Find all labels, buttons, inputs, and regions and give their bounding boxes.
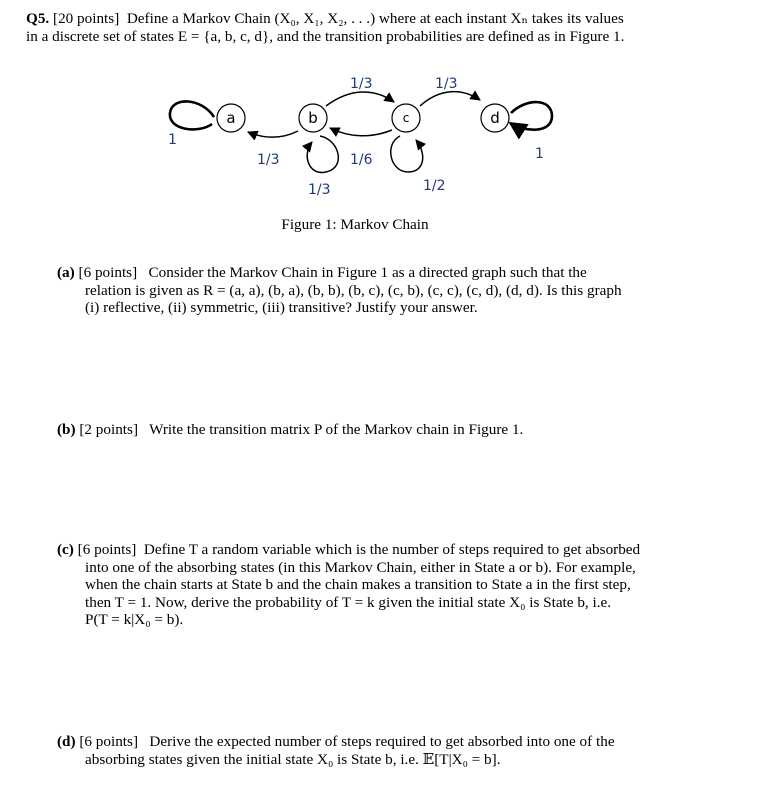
figure-caption: Figure 1: Markov Chain: [281, 216, 429, 233]
node-d: [481, 104, 509, 132]
edge-c-to-d: [420, 92, 480, 106]
node-a-label: a: [226, 109, 236, 127]
question-number: Q5.: [26, 10, 50, 27]
label-b-to-a: 1/3: [257, 152, 280, 168]
question-line-1-text: Define a Markov Chain (X₀, X₁, X₂, . . .) where at each instant Xₙ takes its values: [126, 10, 624, 27]
label-c-self: 1/2: [423, 178, 446, 194]
part-c-line-4: then T = 1. Now, derive the probability of T = k given the initial state X₀ is State b, i.e.: [85, 593, 612, 611]
node-c-label: c: [402, 111, 410, 125]
question-header: [26, 10, 624, 45]
edge-b-to-c: [326, 92, 394, 106]
edge-c-to-b: [330, 128, 392, 136]
question-points: [20 points]: [53, 10, 120, 27]
part-b-points: [2 points]: [79, 421, 138, 438]
part-b-line-1: [57, 421, 523, 439]
question-line-2: in a discrete set of states E = {a, b, c, d}, and the transition probabilities are defined as in Figure 1.: [26, 27, 625, 45]
part-a-label: (a): [57, 264, 75, 281]
part-c-line-1: [57, 541, 640, 559]
part-b-line-1-text: Write the transition matrix P of the Markov chain in Figure 1.: [149, 421, 524, 438]
label-b-self: 1/3: [308, 182, 331, 198]
question-line-1: [26, 10, 624, 28]
part-d-line-2: absorbing states given the initial state X₀ is State b, i.e. 𝔼[T|X₀ = b].: [85, 750, 501, 768]
part-b: [57, 421, 523, 439]
label-d-self: 1: [535, 146, 544, 162]
edge-d-self: [510, 102, 552, 130]
part-b-label: (b): [57, 421, 76, 438]
part-c-line-5: P(T = k|X₀ = b).: [85, 611, 184, 628]
edge-b-to-a: [248, 131, 298, 137]
node-b: [299, 104, 327, 132]
part-c: [57, 541, 640, 629]
part-a: [57, 264, 622, 317]
label-b-to-c: 1/3: [350, 76, 373, 92]
node-d-label: d: [490, 109, 500, 127]
markov-chain-diagram: [150, 68, 580, 208]
part-c-points: [6 points]: [77, 541, 137, 558]
part-d-line-1: [57, 733, 615, 751]
part-d: [57, 733, 615, 768]
part-c-line-2: into one of the absorbing states (in this Markov Chain, either in State a or b). For example,: [85, 558, 636, 576]
label-c-to-d: 1/3: [435, 76, 458, 92]
node-b-label: b: [308, 109, 318, 127]
part-d-points: [6 points]: [79, 733, 138, 750]
part-d-label: (d): [57, 733, 76, 750]
part-c-label: (c): [57, 541, 74, 558]
part-a-line-2: relation is given as R = (a, a), (b, a), (b, b), (b, c), (c, b), (c, c), (c, d), (d, d). Is this graph: [85, 281, 622, 299]
part-a-line-1: [57, 264, 622, 282]
edge-a-self: [170, 101, 214, 129]
node-c: [392, 104, 420, 132]
edge-c-self: [391, 136, 423, 172]
label-c-to-b: 1/6: [350, 152, 373, 168]
label-a-self: 1: [168, 132, 177, 148]
part-d-line-1-text: Derive the expected number of steps required to get absorbed into one of the: [149, 733, 615, 750]
part-c-line-3: when the chain starts at State b and the chain makes a transition to State a in the first step,: [85, 576, 631, 593]
node-a: [217, 104, 245, 132]
part-a-line-3: (i) reflective, (ii) symmetric, (iii) transitive? Justify your answer.: [85, 299, 478, 316]
part-c-line-1-text: Define T a random variable which is the number of steps required to get absorbed: [143, 541, 641, 558]
part-a-line-1-text: Consider the Markov Chain in Figure 1 as a directed graph such that the: [148, 264, 587, 281]
part-a-points: [6 points]: [78, 264, 138, 281]
edge-b-self: [307, 136, 338, 172]
